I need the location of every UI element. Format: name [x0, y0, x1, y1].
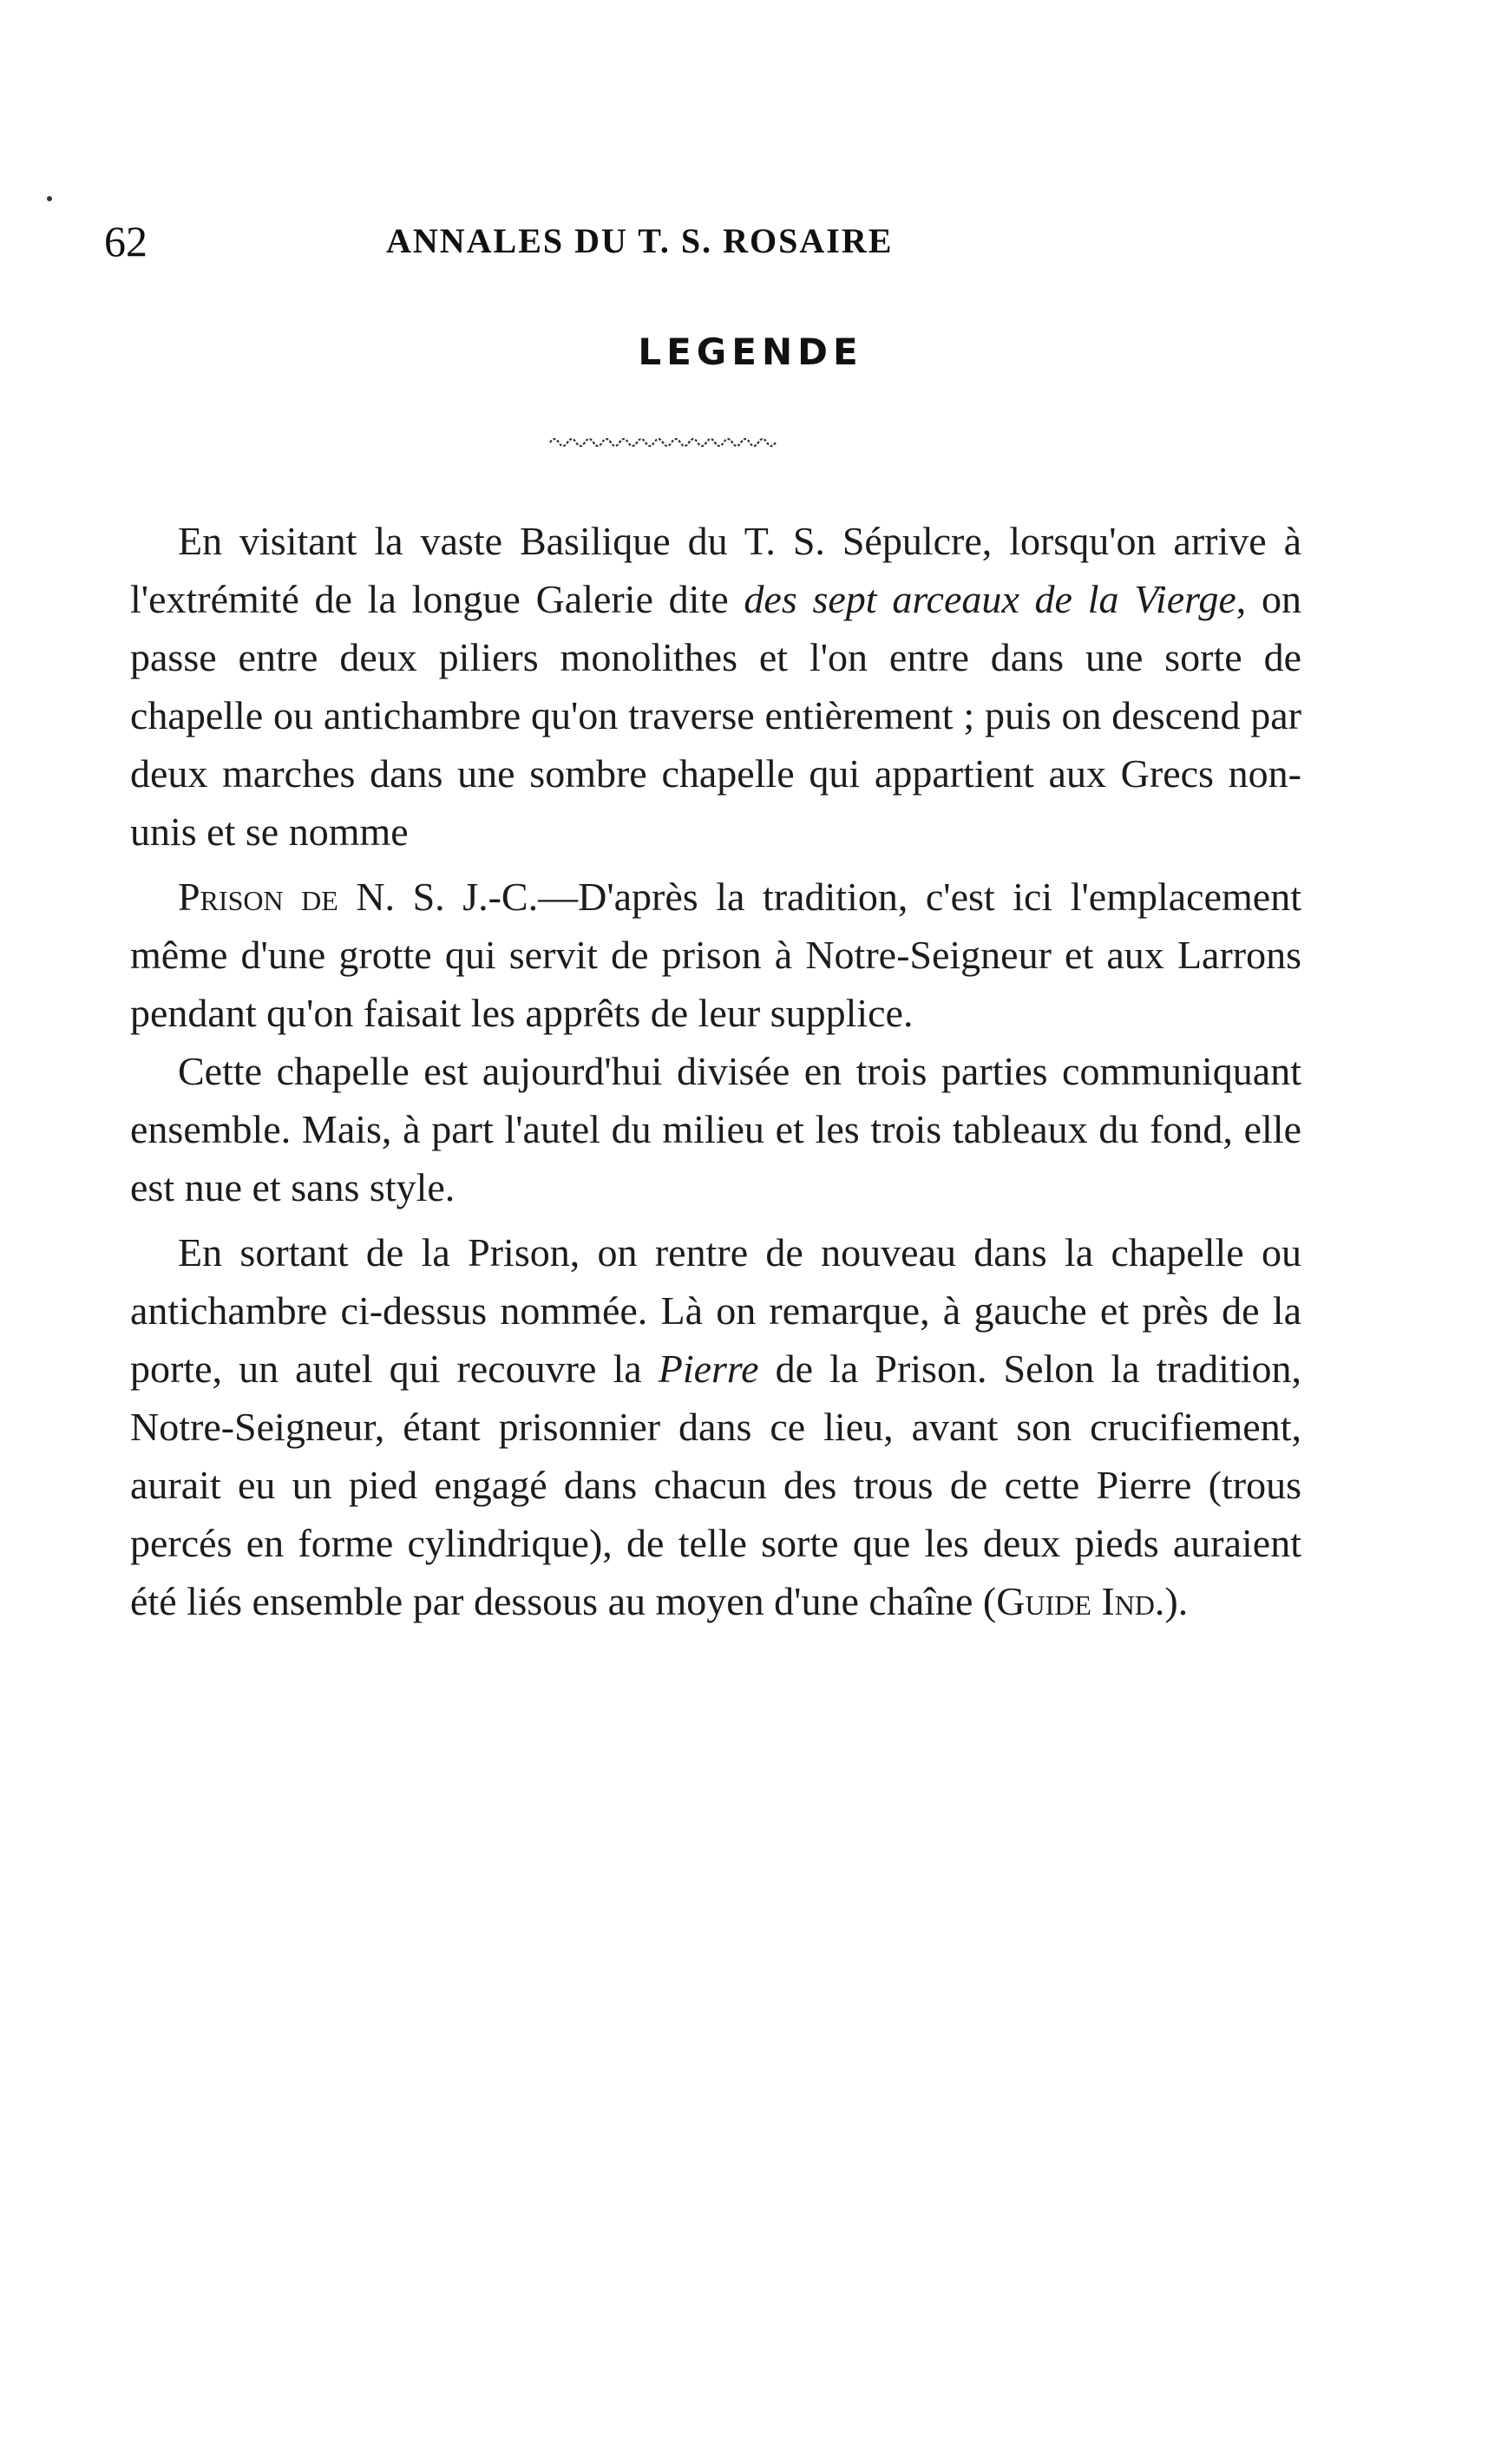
stone-italic-word: Pierre	[658, 1347, 759, 1391]
paragraph-intro	[130, 512, 1301, 861]
ornamental-rule	[548, 430, 783, 451]
source-citation: Guide Ind.	[996, 1579, 1165, 1623]
intro-text-end: , on passe entre deux piliers monolithes et l'on entre dans une sorte de chapelle ou antichambre qu'on traverse entièrement ; puis on descend par deux marches dans une sombre chapelle qui appartient aux Grecs non-unis et se nomme	[130, 577, 1302, 854]
intro-text-start: En visitant la vaste Basilique du T. S. Sépulcre, lorsqu'on arrive à l'extrémité de la longue Galerie dite	[130, 519, 1301, 621]
section-title: LEGENDE	[638, 331, 863, 373]
ink-speck	[47, 196, 52, 201]
page-header	[104, 215, 1423, 267]
prison-heading: Prison de N. S. J.-C.	[178, 875, 539, 919]
chapel-text: Cette chapelle est aujourd'hui divisée en trois parties communiquant ensemble. Mais, à part l'autel du milieu et les trois tableaux du fond, elle est nue et sans style.	[130, 1049, 1301, 1209]
prison-text: —D'après la tradition, c'est ici l'emplacement même d'une grotte qui servit de prison à Notre-Seigneur et aux Larrons pendant qu'on faisait les apprêts de leur supplice.	[130, 875, 1301, 1035]
stone-text-end: de la Prison. Selon la tradition, Notre-Seigneur, étant prisonnier dans ce lieu, avant son crucifiement, aurait eu un pied engagé dans chacun des trous de cette Pierre (trous percés en forme cylindrique), de telle sorte que les deux pieds auraient été liés ensemble par dessous au moyen d'une chaîne (	[130, 1347, 1302, 1623]
paragraph-prison	[130, 868, 1301, 1042]
citation-close: ).	[1164, 1579, 1189, 1623]
page-number: 62	[104, 217, 147, 265]
paragraph-stone	[130, 1223, 1301, 1630]
intro-italic-phrase: des sept arceaux de la Vierge	[744, 577, 1236, 621]
paragraph-chapel	[130, 1042, 1301, 1216]
stone-text-start: En sortant de la Prison, on rentre de nouveau dans la chapelle ou antichambre ci-dessus nommée. Là on remarque, à gauche et près de la porte, un autel qui recouvre la	[130, 1230, 1301, 1391]
running-title: ANNALES DU T. S. ROSAIRE	[386, 221, 894, 260]
body-text	[130, 512, 1301, 1630]
